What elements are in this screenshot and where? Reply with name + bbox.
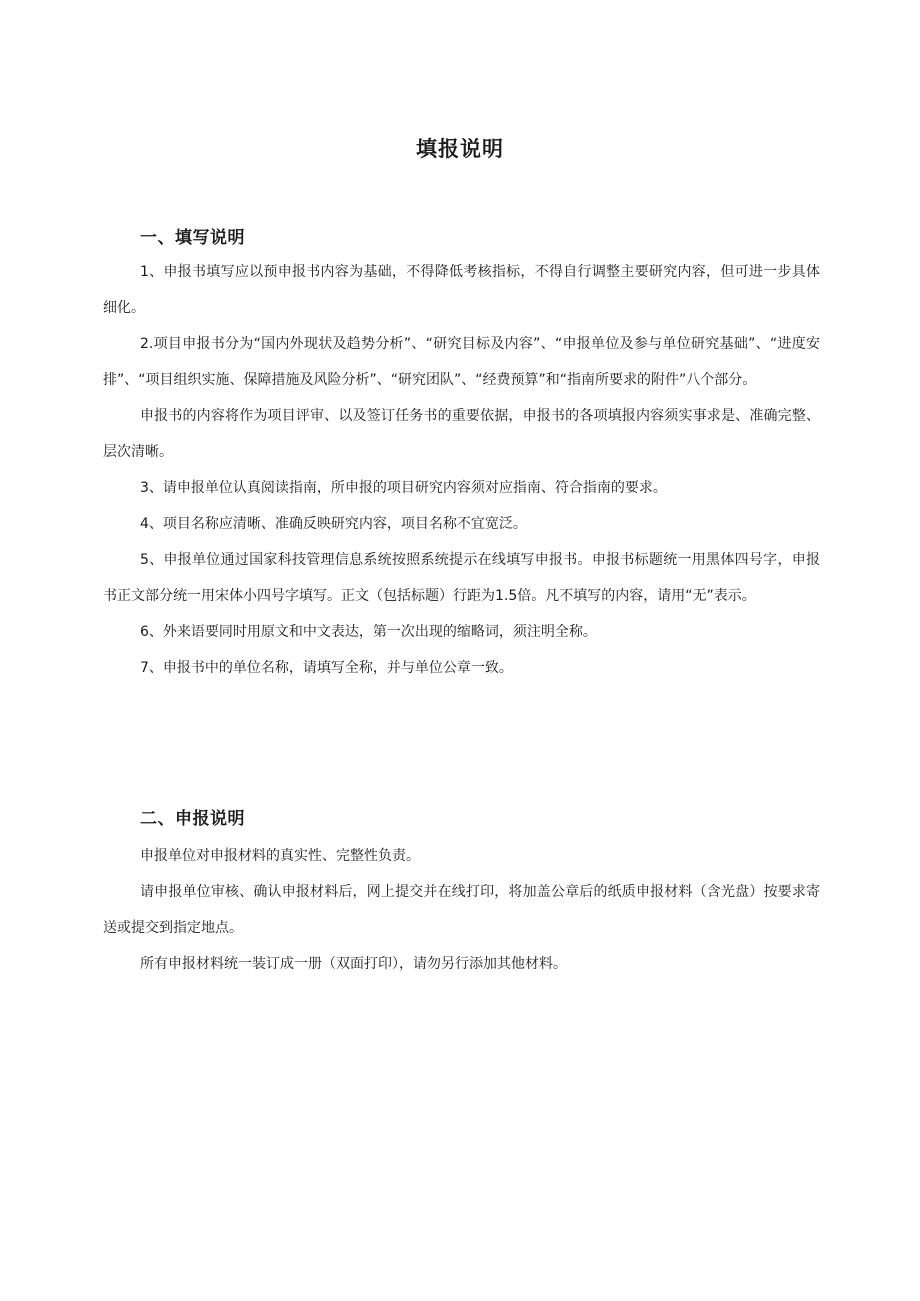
paragraph-responsibility: 申报单位对申报材料的真实性、完整性负责。	[140, 848, 420, 864]
paragraph-item-2: 2.项目申报书分为“国内外现状及趋势分析”、“研究目标及内容”、“申报单位及参与单位研究基础”、“进度安排”、“项目组织实施、保障措施及风险分析”、“研究团队”、“经费预算”和“指南所要求的附件”八个部分。	[103, 336, 820, 388]
section-heading-fill-instructions: 一、填写说明	[140, 228, 245, 248]
page-title: 填报说明	[416, 137, 504, 161]
paragraph-submission: 请申报单位审核、确认申报材料后，网上提交并在线打印，将加盖公章后的纸质申报材料（含光盘）按要求寄送或提交到指定地点。	[103, 884, 820, 936]
section-body-fill-instructions	[103, 254, 820, 686]
paragraph-binding: 所有申报材料统一装订成一册（双面打印），请勿另行添加其他材料。	[140, 956, 567, 972]
paragraph-item-4: 4、项目名称应清晰、准确反映研究内容，项目名称不宜宽泛。	[140, 516, 527, 532]
section-heading-application-instructions: 二、申报说明	[140, 809, 245, 829]
paragraph-item-6: 6、外来语要同时用原文和中文表达，第一次出现的缩略词，须注明全称。	[140, 624, 597, 640]
paragraph-item-5: 5、申报单位通过国家科技管理信息系统按照系统提示在线填写申报书。申报书标题统一用黑体四号字，申报书正文部分统一用宋体小四号字填写。正文（包括标题）行距为1.5倍。凡不填写的内容，请用“无”表示。	[103, 552, 820, 604]
paragraph-item-1: 1、申报书填写应以预申报书内容为基础，不得降低考核指标，不得自行调整主要研究内容，但可进一步具体细化。	[103, 264, 820, 316]
paragraph-item-3: 3、请申报单位认真阅读指南，所申报的项目研究内容须对应指南、符合指南的要求。	[140, 480, 667, 496]
section-body-application-instructions	[103, 838, 820, 982]
paragraph-item-2-note: 申报书的内容将作为项目评审、以及签订任务书的重要依据，申报书的各项填报内容须实事求是、准确完整、层次清晰。	[103, 408, 820, 460]
paragraph-item-7: 7、申报书中的单位名称，请填写全称，并与单位公章一致。	[140, 660, 513, 676]
